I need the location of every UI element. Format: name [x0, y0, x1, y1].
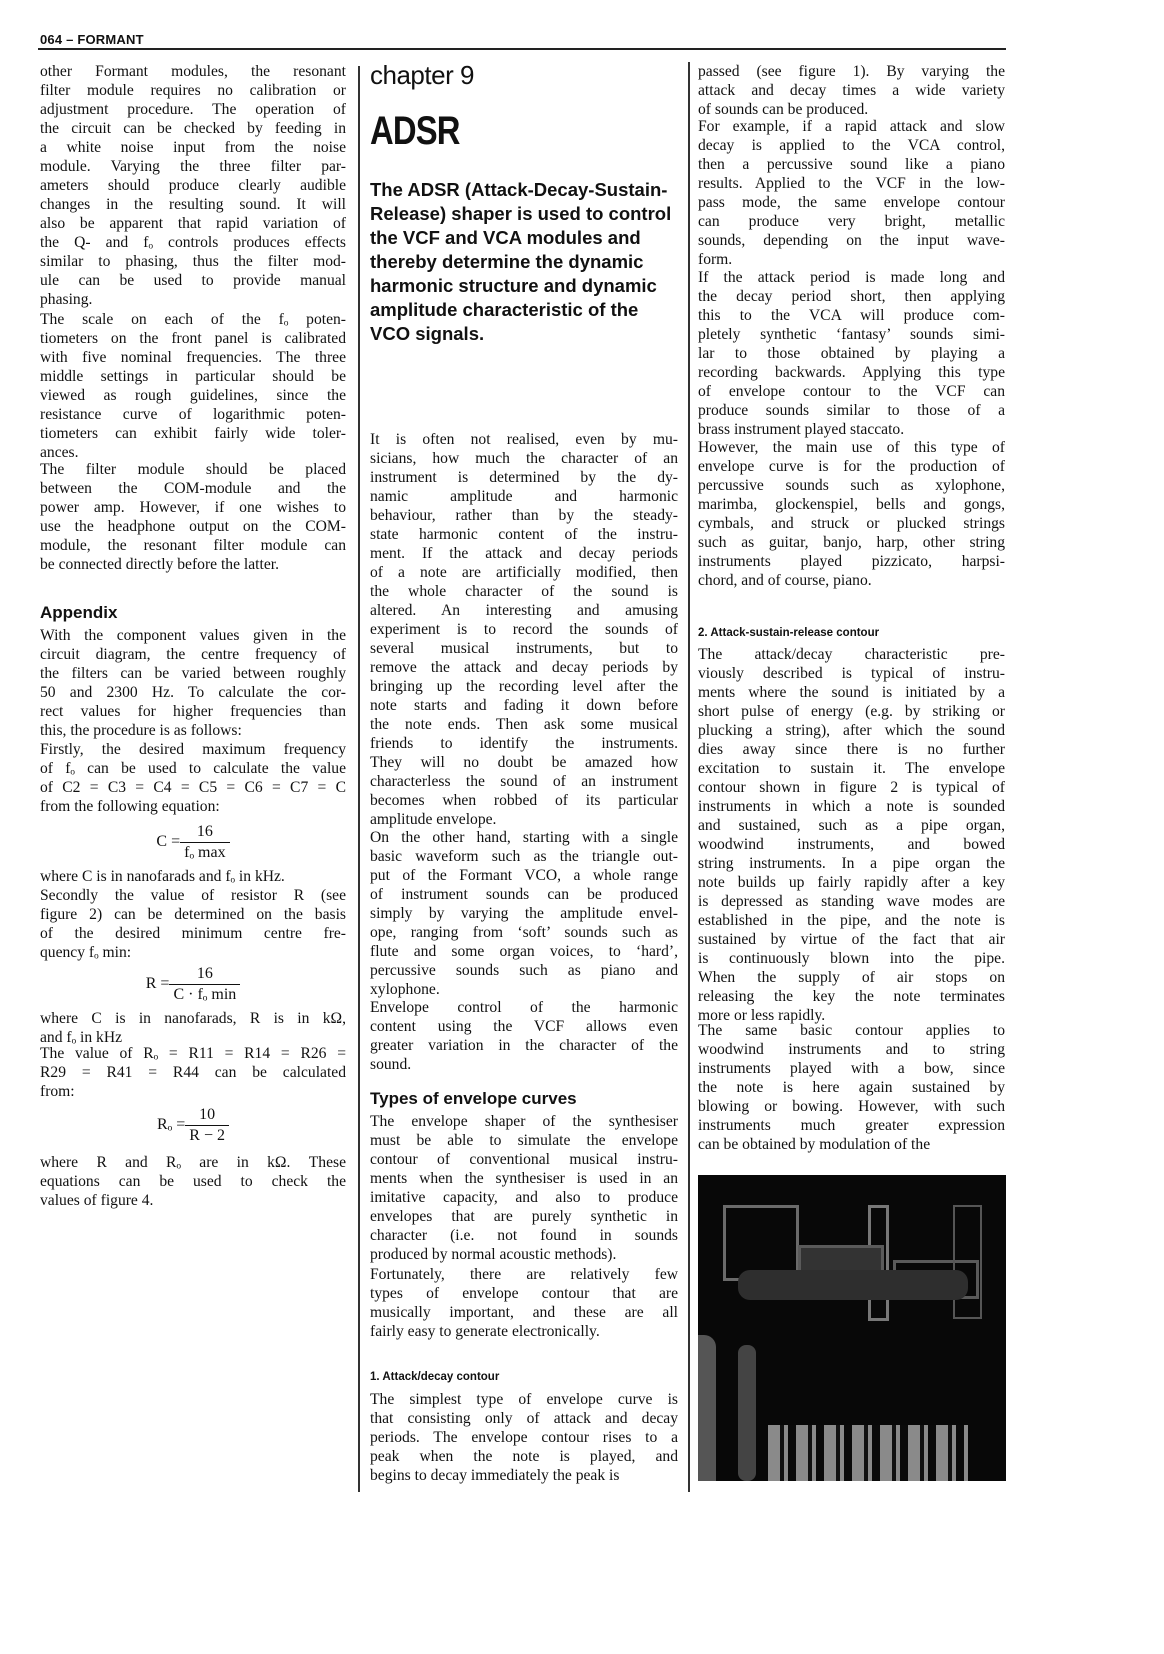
text-line: The filter module should be placed — [40, 461, 346, 478]
text-line: basic waveform such as the triangle out- — [370, 848, 678, 865]
subheading-attack-sustain-release: 2. Attack-sustain-release contour — [698, 627, 880, 639]
text-line: more or less rapidly. — [698, 1007, 826, 1024]
text-line: excitation to sustain it. The envelope — [698, 760, 1005, 777]
text-line: Firstly, the desired maximum frequency — [40, 741, 346, 758]
text-line: of sounds can be produced. — [698, 101, 869, 118]
text-line: The simplest type of envelope curve is — [370, 1391, 678, 1408]
text-line: viewed as rough guidelines, since the — [40, 387, 346, 404]
text-line: flute and some organ voices, to ‘hard’, — [370, 943, 678, 960]
text-line: becomes when robbed of its particular — [370, 792, 678, 809]
text-line: ment. If the attack and decay periods — [370, 545, 678, 562]
text-line: can be obtained by modulation of the — [698, 1136, 931, 1153]
text-line: The same basic contour applies to — [698, 1022, 1005, 1039]
text-line: quency fₒ min: — [40, 944, 132, 961]
equation-lhs: R = — [145, 975, 170, 993]
text-line: recording backwards. Applying this type — [698, 364, 1005, 381]
text-line: pass mode, the same envelope contour — [698, 194, 1005, 211]
numerator: 16 — [196, 965, 213, 982]
text-line: greater variation in the character of the — [370, 1037, 678, 1054]
text-line: of the desired minimum centre fre- — [40, 925, 346, 942]
text-line: plucking a string), after which the sound — [698, 722, 1005, 739]
equation — [40, 1105, 346, 1146]
text-line: the decay period short, then applying — [698, 288, 1005, 305]
text-line: percussive sounds such as xylophone, — [698, 477, 1005, 494]
text-line: instruments played with a bow, since — [698, 1060, 1005, 1077]
text-line: form. — [698, 251, 733, 268]
paragraph — [40, 740, 346, 816]
text-line: is depressed as standing wave modes are — [698, 893, 1005, 910]
text-line: sound. — [370, 1056, 412, 1073]
text-line: module. Varying the three filter par- — [40, 158, 346, 175]
paragraph — [698, 438, 1005, 590]
text-line: lar to those obtained by playing a — [698, 345, 1005, 362]
numerator: 10 — [199, 1106, 216, 1123]
text-line: releasing the key the note terminates — [698, 988, 1005, 1005]
paragraph — [40, 310, 346, 462]
header-rule — [38, 48, 1006, 50]
text-line: friends to identify the instruments. — [370, 735, 678, 752]
text-line: results. Applied to the VCF in the low- — [698, 175, 1005, 192]
text-line: sounds, depending on the input wave- — [698, 232, 1005, 249]
text-line: is continuously blown into the pipe. — [698, 950, 1005, 967]
text-line: imitative capacity, and also to produce — [370, 1189, 678, 1206]
text-line: instrument is determined by the dy- — [370, 469, 678, 486]
text-line: It is often not realised, even by mu- — [370, 431, 678, 448]
denominator: C · fₒ min — [169, 984, 240, 1005]
paragraph — [370, 1112, 678, 1264]
text-line: woodwind instruments and to string — [698, 1041, 1005, 1058]
text-line: envelopes that are purely synthetic in — [370, 1208, 678, 1225]
text-line: With the component values given in the — [40, 627, 346, 644]
text-line: They will no doubt be amazed how — [370, 754, 678, 771]
text-line: from the following equation: — [40, 798, 220, 815]
text-line: behaviour, rather than by the steady- — [370, 507, 678, 524]
text-line: attack and decay times a wide variety — [698, 82, 1005, 99]
text-line: However, the main use of this type of — [698, 439, 1005, 456]
text-line: remove the attack and decay periods by — [370, 659, 678, 676]
text-line: dies away since there is no further — [698, 741, 1005, 758]
text-line: tiometers on the front panel is calibrated — [40, 330, 346, 347]
text-line: fairly easy to generate electronically. — [370, 1323, 600, 1340]
text-line: the Q- and fₒ controls produces effects — [40, 234, 346, 251]
text-line: adjustment procedure. The operation of — [40, 101, 346, 118]
text-line: and sustained, such as a pipe organ, — [698, 817, 1005, 834]
text-line: The attack/decay characteristic pre- — [698, 646, 1005, 663]
text-line: simply by varying the amplitude envel- — [370, 905, 678, 922]
text-line: use the headphone output on the COM- — [40, 518, 346, 535]
text-line: similar to phasing, thus the filter mod- — [40, 253, 346, 270]
text-line: the note ends. Then ask some musical — [370, 716, 678, 733]
paragraph — [698, 268, 1005, 439]
text-line: rect values for higher frequencies than — [40, 703, 346, 720]
text-line: marimba, glockenspiel, bells and gongs, — [698, 496, 1005, 513]
text-line: power amp. However, if one wishes to — [40, 499, 346, 516]
denominator: R − 2 — [185, 1125, 229, 1146]
text-line: passed (see figure 1). By varying the — [698, 63, 1005, 80]
text-line: state harmonic content of the instru- — [370, 526, 678, 543]
text-line: and fₒ in kHz — [40, 1029, 123, 1046]
text-line: Envelope control of the harmonic — [370, 999, 678, 1016]
text-line: woodwind instruments, and bowed — [698, 836, 1005, 853]
paragraph — [40, 460, 346, 574]
text-line: then a percussive sound like a piano — [698, 156, 1005, 173]
text-line: with five nominal frequencies. The three — [40, 349, 346, 366]
paragraph — [40, 626, 346, 740]
paragraph — [370, 1265, 678, 1341]
text-line: Release) shaper is used to control — [370, 203, 672, 224]
text-line: figure 2) can be determined on the basis — [40, 906, 346, 923]
text-line: If the attack period is made long and — [698, 269, 1005, 286]
text-line: sustained by virtue of the fact that air — [698, 931, 1005, 948]
paragraph — [40, 867, 346, 886]
text-line: the circuit can be checked by feeding in — [40, 120, 346, 137]
column-divider — [688, 62, 690, 1492]
paragraph — [698, 1021, 1005, 1154]
paragraph — [698, 117, 1005, 269]
paragraph — [698, 645, 1005, 1025]
paragraph — [370, 430, 678, 829]
fraction — [185, 1105, 229, 1146]
text-line: ances. — [40, 444, 79, 461]
paragraph — [40, 62, 346, 309]
equation-lhs: Rₒ = — [156, 1116, 186, 1134]
text-line: note starts and fading it down before — [370, 697, 678, 714]
text-line: module, the resonant filter module can — [40, 537, 346, 554]
text-line: pletely synthetic ‘fantasy’ sounds simi- — [698, 326, 1005, 343]
types-heading: Types of envelope curves — [370, 1089, 577, 1108]
text-line: amplitude envelope. — [370, 811, 497, 828]
text-line: string instruments. In a pipe organ the — [698, 855, 1005, 872]
text-line: Secondly the value of resistor R (see — [40, 887, 346, 904]
column-divider — [358, 66, 360, 1492]
text-line: produced by normal acoustic methods). — [370, 1246, 617, 1263]
paragraph — [40, 1153, 346, 1210]
paragraph — [40, 886, 346, 962]
text-line: the note is here again sustained by — [698, 1079, 1005, 1096]
text-line: changes in the resulting sound. It will — [40, 196, 346, 213]
text-line: bringing up the recording level after the — [370, 678, 678, 695]
text-line: of C2 = C3 = C4 = C5 = C6 = C7 = C — [40, 779, 346, 796]
appendix-heading: Appendix — [40, 603, 118, 622]
text-line: other Formant modules, the resonant — [40, 63, 346, 80]
text-line: of fₒ can be used to calculate the value — [40, 760, 346, 777]
paragraph — [40, 1044, 346, 1101]
paragraph — [370, 998, 678, 1074]
text-line: The ADSR (Attack-Decay-Sustain- — [370, 179, 668, 200]
text-line: of envelope contour to the VCF can — [698, 383, 1005, 400]
text-line: instruments much greater expression — [698, 1117, 1005, 1134]
paragraph — [370, 1390, 678, 1485]
text-line: note builds up fairly rapidly after a key — [698, 874, 1005, 891]
equation — [40, 822, 346, 863]
text-line: tiometers can exhibit fairly wide toler- — [40, 425, 346, 442]
text-line: instruments in which a note is sounded — [698, 798, 1005, 815]
text-line: ule can be used to provide manual — [40, 272, 346, 289]
text-line: short pulse of energy (e.g. by striking or — [698, 703, 1005, 720]
text-line: this, the procedure is as follows: — [40, 722, 242, 739]
text-line: a white noise input from the noise — [40, 139, 346, 156]
text-line: The value of Rₒ = R11 = R14 = R26 = — [40, 1045, 346, 1062]
text-line: ments where the sound is initiated by a — [698, 684, 1005, 701]
text-line: circuit diagram, the centre frequency of — [40, 646, 346, 663]
chapter-label: chapter 9 — [370, 60, 474, 90]
text-line: also be apparent that rapid variation of — [40, 215, 346, 232]
text-line: Fortunately, there are relatively few — [370, 1266, 678, 1283]
text-line: character (i.e. not found in sounds — [370, 1227, 678, 1244]
paragraph — [370, 828, 678, 999]
text-line: thereby determine the dynamic — [370, 251, 644, 272]
text-line: altered. An interesting and amusing — [370, 602, 678, 619]
text-line: viously described is typical of instru- — [698, 665, 1005, 682]
text-line: 50 and 2300 Hz. To calculate the cor- — [40, 684, 346, 701]
text-line: phasing. — [40, 291, 93, 308]
equation — [40, 964, 346, 1005]
denominator: fₒ max — [180, 842, 229, 863]
paragraph — [40, 1009, 346, 1047]
text-line: must be able to simulate the envelope — [370, 1132, 678, 1149]
chapter-intro — [370, 178, 678, 346]
text-line: be connected directly before the latter. — [40, 556, 279, 573]
text-line: chord, and of course, piano. — [698, 572, 872, 589]
text-line: types of envelope contour that are — [370, 1285, 678, 1302]
text-line: produce sounds similar to those of a — [698, 402, 1005, 419]
fraction — [169, 964, 240, 1005]
text-line: The scale on each of the fₒ poten- — [40, 311, 346, 328]
text-line: established in the pipe, and the note is — [698, 912, 1005, 929]
text-line: can produce very bright, metallic — [698, 213, 1005, 230]
text-line: that consisting only of attack and decay — [370, 1410, 678, 1427]
text-line: On the other hand, starting with a single — [370, 829, 678, 846]
text-line: values of figure 4. — [40, 1192, 154, 1209]
text-line: The envelope shaper of the synthesiser — [370, 1113, 678, 1130]
text-line: envelope curve is for the production of — [698, 458, 1005, 475]
text-line: brass instrument played staccato. — [698, 421, 905, 438]
text-line: periods. The envelope contour rises to a — [370, 1429, 678, 1446]
running-head: 064 – FORMANT — [40, 32, 144, 47]
text-line: the VCF and VCA modules and — [370, 227, 641, 248]
text-line: For example, if a rapid attack and slow — [698, 118, 1005, 135]
text-line: ope, ranging from ‘soft’ sounds such as — [370, 924, 678, 941]
text-line: the filters can be varied between roughly — [40, 665, 346, 682]
text-line: cymbals, and struck or plucked strings — [698, 515, 1005, 532]
text-line: R29 = R41 = R44 can be calculated — [40, 1064, 346, 1081]
text-line: equations can be used to check the — [40, 1173, 346, 1190]
chapter-title: ADSR — [370, 109, 460, 153]
text-line: of a note are artificially modified, then — [370, 564, 678, 581]
text-line: ameters should produce clearly audible — [40, 177, 346, 194]
text-line: decay is applied to the VCA control, — [698, 137, 1005, 154]
text-line: amplitude characteristic of the — [370, 299, 639, 320]
text-line: such as guitar, banjo, harp, other string — [698, 534, 1005, 551]
text-line: where C is in nanofarads, R is in kΩ, — [40, 1010, 346, 1027]
synthesiser-photo — [698, 1175, 1006, 1481]
text-line: sicians, how much the character of an — [370, 450, 678, 467]
equation-lhs: C = — [156, 833, 181, 851]
text-line: peak when the note is played, and — [370, 1448, 678, 1465]
text-line: the whole character of the sound is — [370, 583, 678, 600]
text-line: harmonic structure and dynamic — [370, 275, 657, 296]
text-line: VCO signals. — [370, 323, 485, 344]
fraction — [180, 822, 229, 863]
text-line: filter module requires no calibration or — [40, 82, 346, 99]
subheading-attack-decay: 1. Attack/decay contour — [370, 1371, 500, 1383]
text-line: of instrument sounds can be produced — [370, 886, 678, 903]
text-line: When the supply of air stops on — [698, 969, 1005, 986]
text-line: where R and Rₒ are in kΩ. These — [40, 1154, 346, 1171]
text-line: begins to decay immediately the peak is — [370, 1467, 620, 1484]
text-line: from: — [40, 1083, 75, 1100]
text-line: characterless the sound of an instrument — [370, 773, 678, 790]
paragraph — [698, 62, 1005, 119]
text-line: blowing or bowing. However, with such — [698, 1098, 1005, 1115]
text-line: put of the Formant VCO, a whole range — [370, 867, 678, 884]
text-line: where C is in nanofarads and fₒ in kHz. — [40, 868, 285, 885]
text-line: resistance curve of logarithmic poten- — [40, 406, 346, 423]
text-line: xylophone. — [370, 981, 440, 998]
text-line: between the COM-module and the — [40, 480, 346, 497]
text-line: experiment is to record the sounds of — [370, 621, 678, 638]
text-line: percussive sounds such as piano and — [370, 962, 678, 979]
text-line: namic amplitude and harmonic — [370, 488, 678, 505]
text-line: musically important, and these are all — [370, 1304, 678, 1321]
text-line: instruments played pizzicato, harpsi- — [698, 553, 1005, 570]
text-line: several musical instruments, but to — [370, 640, 678, 657]
numerator: 16 — [196, 823, 213, 840]
text-line: content using the VCF allows even — [370, 1018, 678, 1035]
text-line: middle settings in particular should be — [40, 368, 346, 385]
text-line: contour of conventional musical instru- — [370, 1151, 678, 1168]
text-line: this to the VCA will produce com- — [698, 307, 1005, 324]
text-line: contour shown in figure 2 is typical of — [698, 779, 1005, 796]
text-line: ments when the synthesiser is used in an — [370, 1170, 678, 1187]
